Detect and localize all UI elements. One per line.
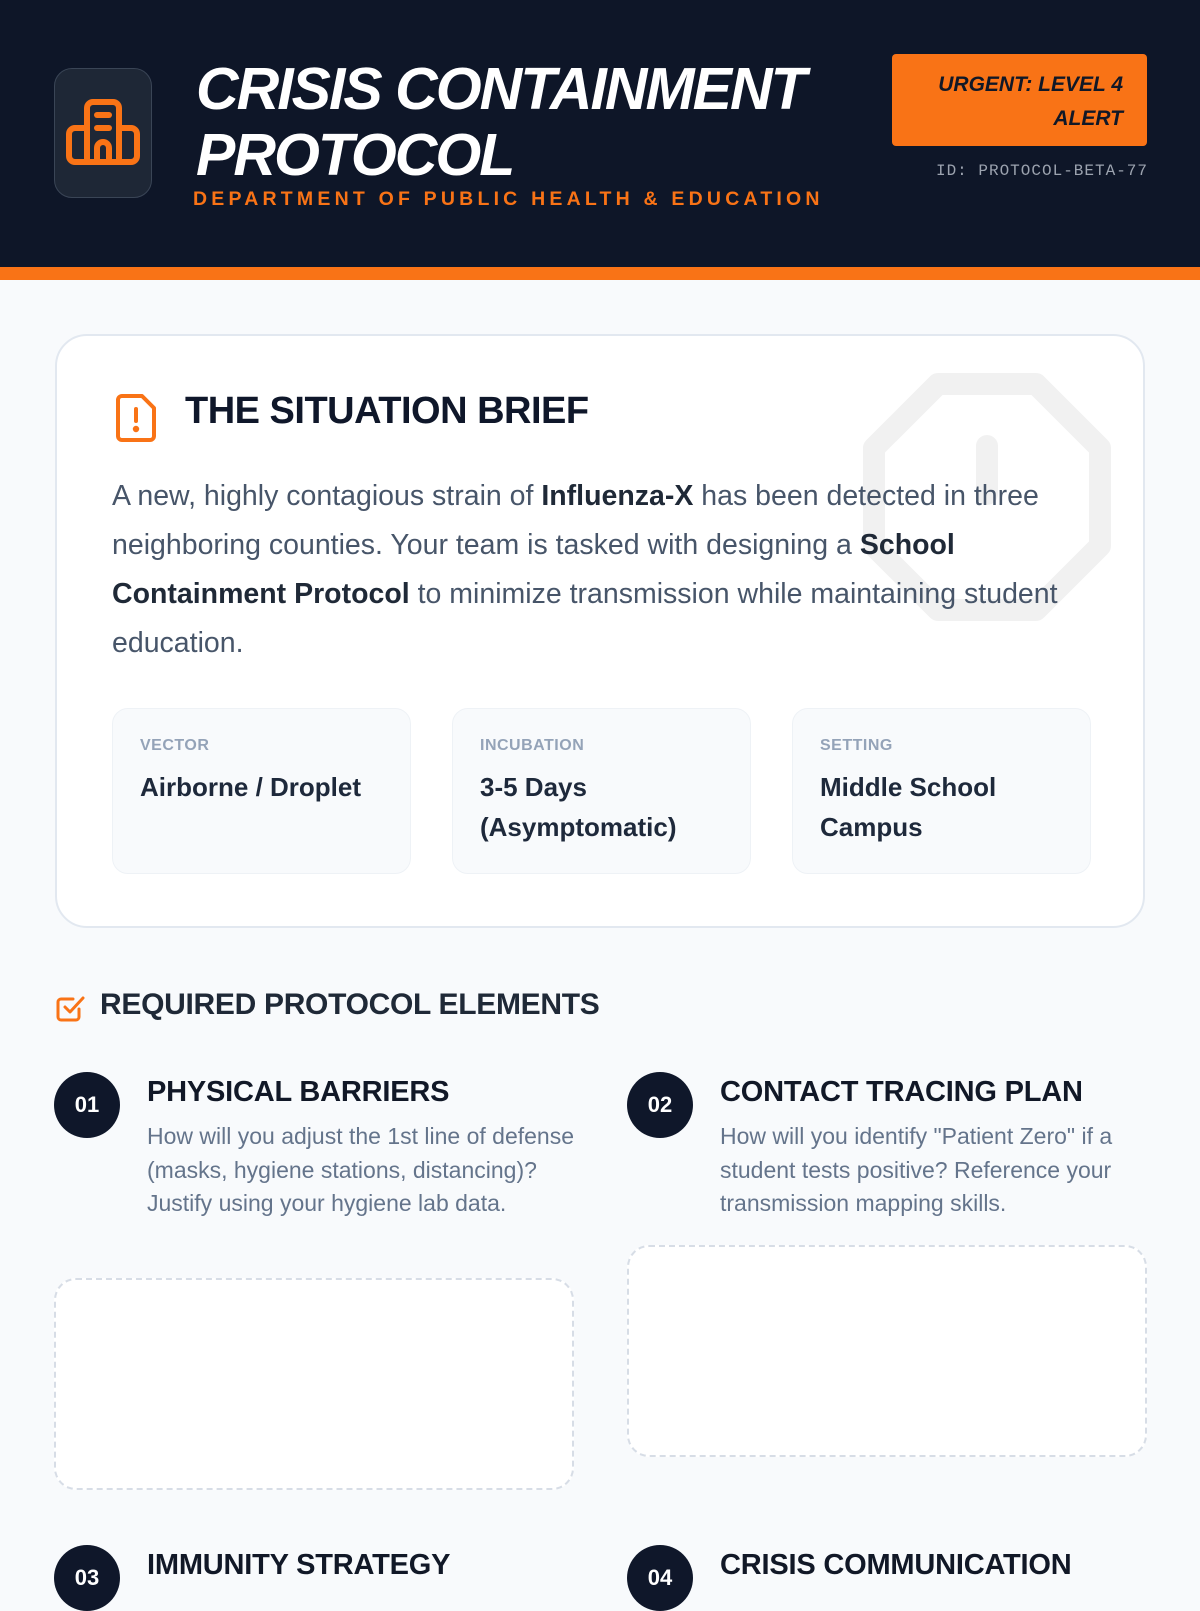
element-title: PHYSICAL BARRIERS — [147, 1076, 450, 1108]
element-number: 03 — [54, 1545, 120, 1611]
element-description: How will you adjust the 1st line of defense (masks, hygiene stations, distancing)? Justify using your hygiene lab data. — [147, 1123, 575, 1216]
stat-value: 3-5 Days (Asymptomatic) — [480, 772, 677, 842]
answer-input-physical-barriers[interactable] — [54, 1278, 574, 1490]
brief-description: A new, highly contagious strain of Influenza-X has been detected in three neighboring counties. Your team is tasked with designing a School Containment Protocol to minimize transmission while maintaining student education. — [112, 480, 1058, 659]
protocol-element-physical-barriers — [54, 1072, 575, 1216]
element-number: 04 — [627, 1545, 693, 1611]
protocol-name: School Containment Protocol — [112, 529, 955, 610]
checkbox-icon — [54, 992, 86, 1024]
header-accent-bar — [0, 267, 1200, 280]
brief-title: THE SITUATION BRIEF — [185, 390, 589, 432]
protocol-id: ID: PROTOCOL-BETA-77 — [935, 162, 1148, 180]
stat-value: Airborne / Droplet — [140, 772, 362, 802]
element-title: IMMUNITY STRATEGY — [147, 1549, 451, 1581]
header — [0, 0, 1200, 267]
strain-name: Influenza-X — [541, 480, 694, 512]
department-subtitle: DEPARTMENT OF PUBLIC HEALTH & EDUCATION — [193, 188, 824, 210]
section-title: REQUIRED PROTOCOL ELEMENTS — [100, 988, 600, 1021]
element-number: 01 — [54, 1072, 120, 1138]
element-number: 02 — [627, 1072, 693, 1138]
alert-file-icon — [114, 392, 158, 444]
stat-value: Middle School Campus — [820, 772, 997, 842]
protocol-element-contact-tracing — [627, 1072, 1147, 1216]
situation-brief-card — [55, 334, 1145, 928]
element-description: How will you identify "Patient Zero" if a student tests positive? Reference your transmission mapping skills. — [720, 1123, 1113, 1216]
stat-label: INCUBATION — [480, 737, 585, 754]
protocol-element-immunity-strategy — [54, 1545, 574, 1600]
stat-setting — [792, 708, 1091, 874]
page-title: CRISIS CONTAINMENT PROTOCOL — [196, 56, 805, 188]
stat-label: VECTOR — [140, 737, 210, 754]
answer-input-contact-tracing[interactable] — [627, 1245, 1147, 1457]
alert-badge: URGENT: LEVEL 4 ALERT — [892, 54, 1147, 146]
protocol-element-crisis-communication — [627, 1545, 1147, 1600]
stat-label: SETTING — [820, 737, 893, 754]
stat-incubation — [452, 708, 751, 874]
element-title: CRISIS COMMUNICATION — [720, 1549, 1072, 1581]
element-title: CONTACT TRACING PLAN — [720, 1076, 1083, 1108]
logo — [54, 68, 152, 198]
stat-vector — [112, 708, 411, 874]
building-icon — [65, 98, 141, 168]
